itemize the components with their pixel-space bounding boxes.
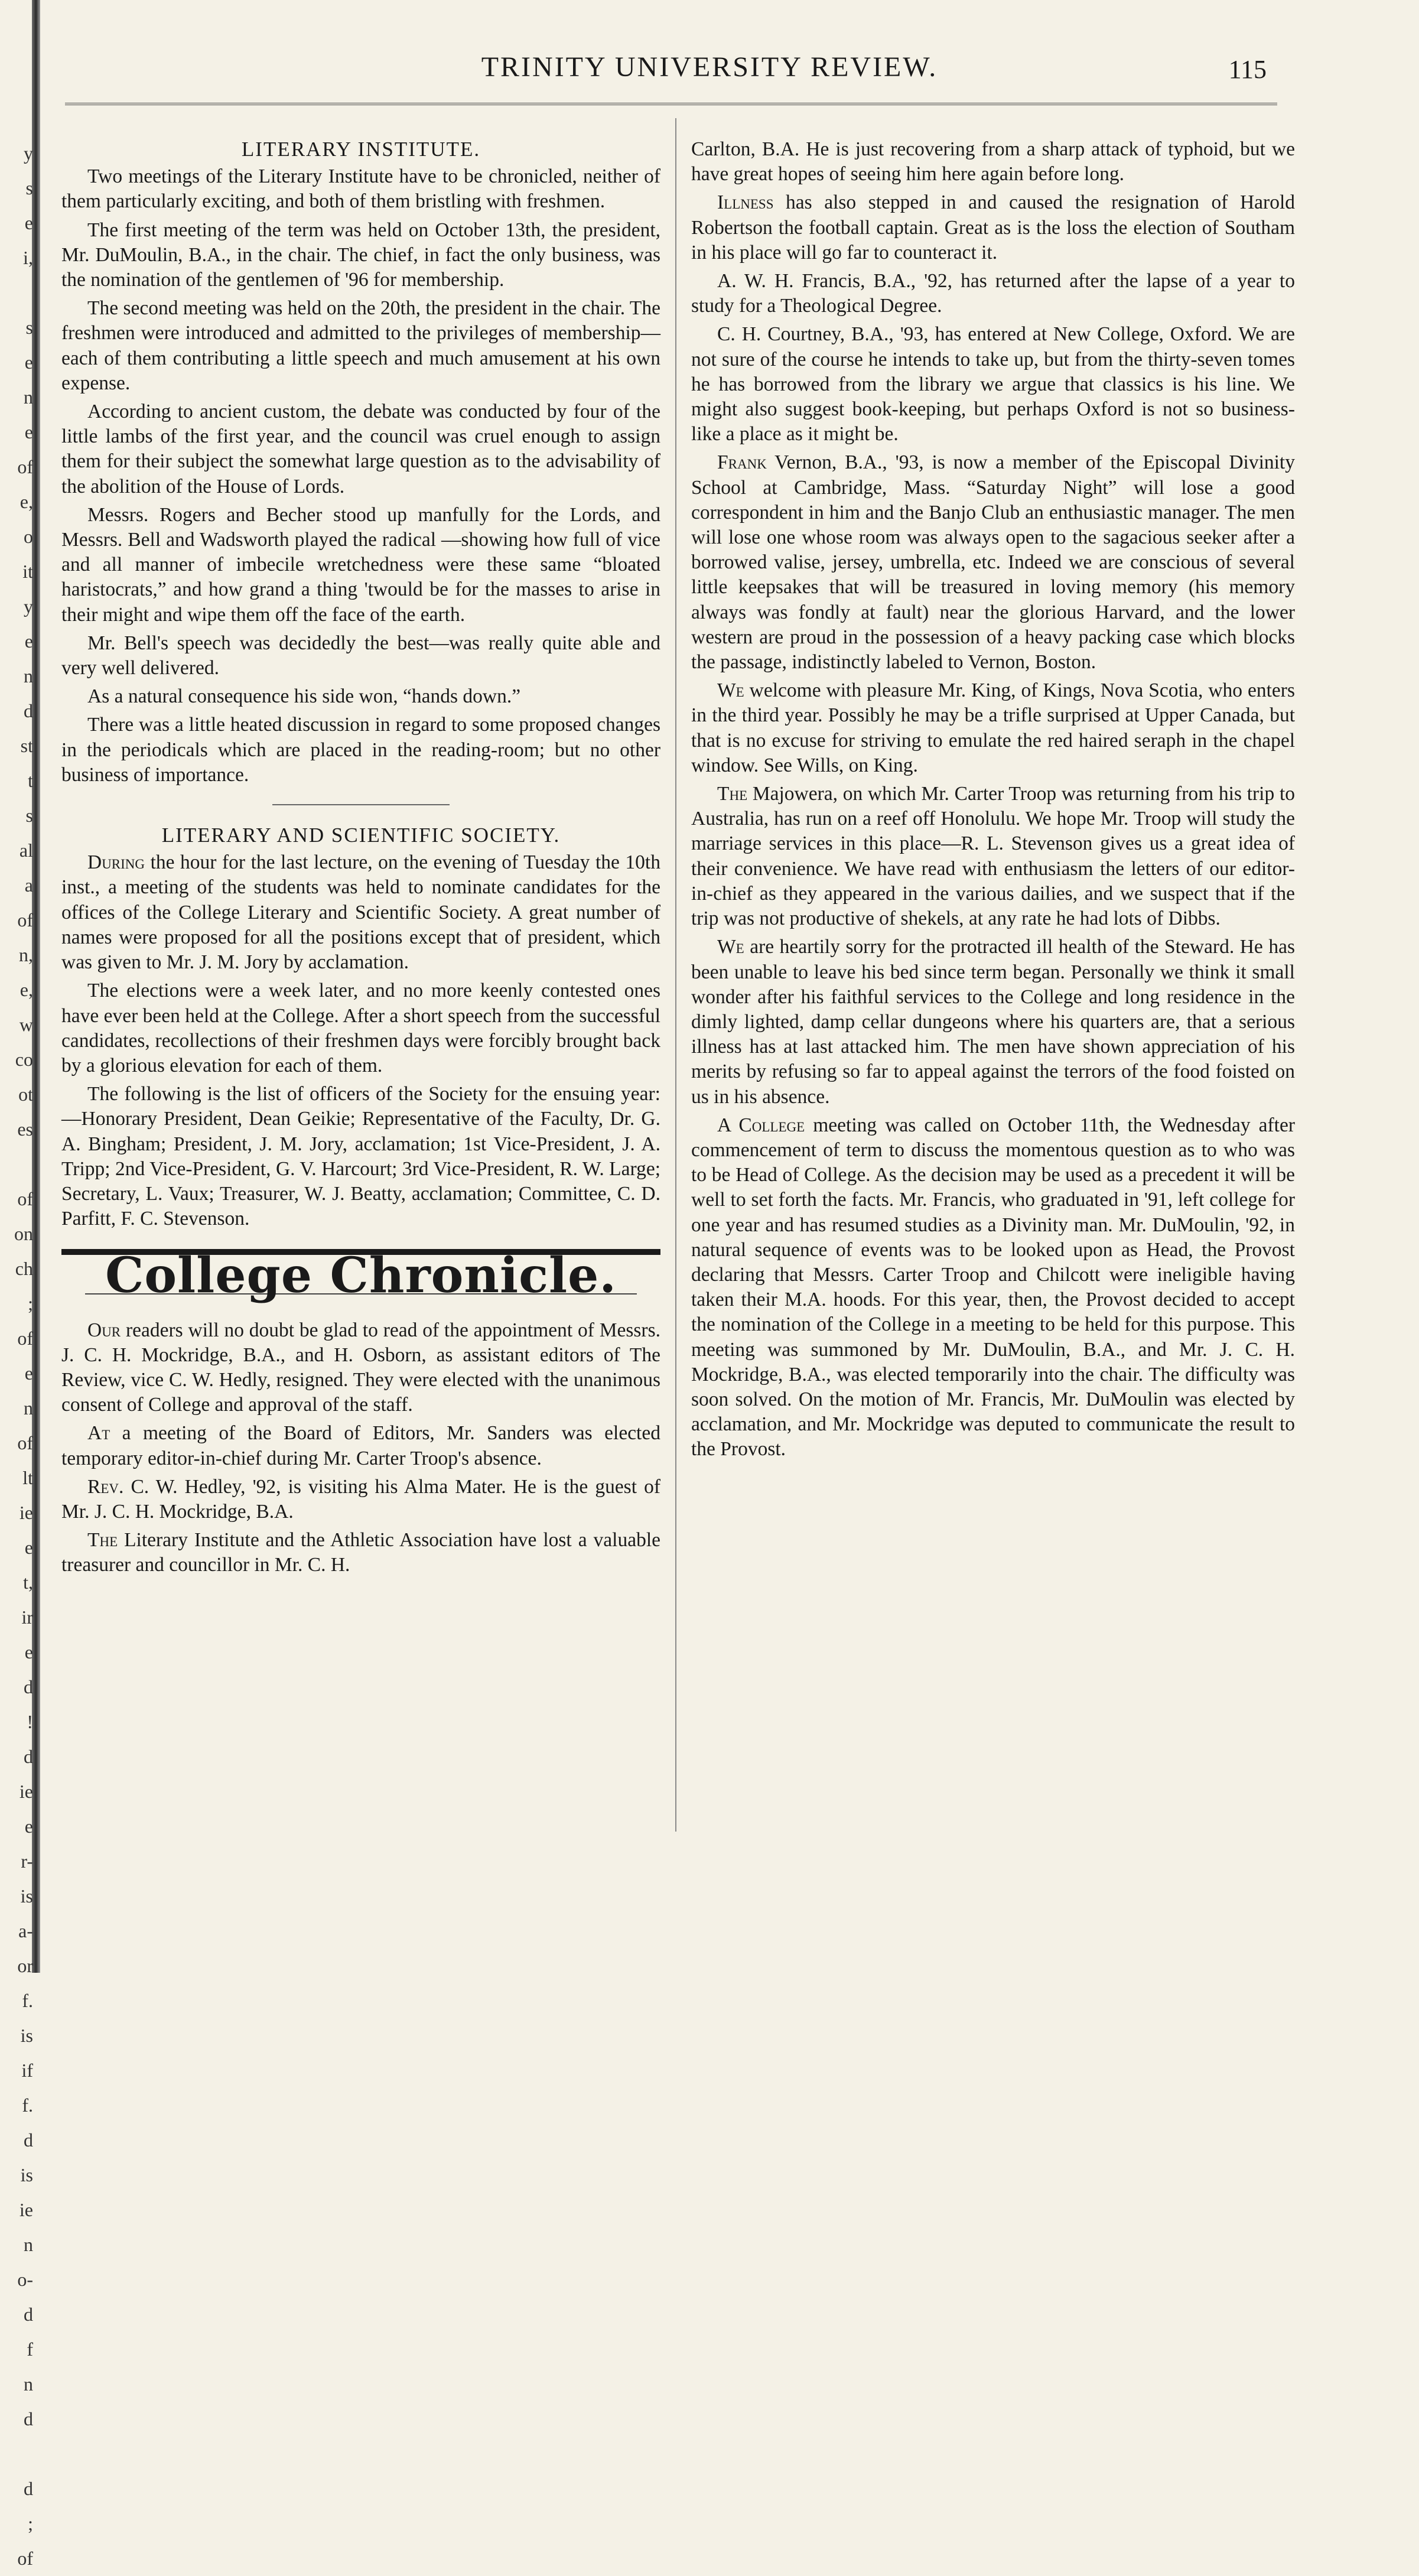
column-divider <box>675 118 676 1832</box>
bleed-fragment: o- <box>17 2269 33 2290</box>
article-paragraph: According to ancient custom, the debate was conducted by four of the little lambs of the first year, and the council was cruel enough to assign them for their subject the somewhat large question as to the advisability of the abolition of the House of Lords. <box>61 401 660 497</box>
bleed-fragment: ot <box>18 1084 33 1105</box>
bleed-fragment: is <box>20 1885 33 1907</box>
article-paragraph: The elections were a week later, and no more keenly contested ones have ever been held at the College. After a short speech from the successful candidates, recollections of their freshmen days were forcibly brought back by a glorious elevation for each of them. <box>61 980 660 1076</box>
bleed-fragment: e <box>24 421 33 443</box>
literary-institute-heading: LITERARY INSTITUTE. <box>241 138 481 161</box>
item-text: C. W. Hedley, '92, is visiting his Alma Mater. He is the guest of Mr. J. C. H. Mockridge, B.A. <box>61 1475 660 1523</box>
header-rule <box>65 103 1277 108</box>
bleed-fragment: f. <box>22 2094 33 2116</box>
bleed-fragment: w <box>19 1014 33 1035</box>
previous-page-bleed <box>0 136 33 2569</box>
bleed-fragment: e <box>24 1362 33 1384</box>
lead-word: The <box>87 1529 118 1552</box>
lead-word: At <box>87 1422 110 1445</box>
bleed-fragment: ie <box>19 2199 33 2220</box>
bleed-fragment: a- <box>18 1920 33 1941</box>
bleed-fragment <box>0 275 33 310</box>
article-paragraph: The first meeting of the term was held on October 13th, the president, Mr. DuMoulin, B.A., in the chair. The chief, in fact the only business, was the nomination of the gentlemen of '96 for membership. <box>61 219 660 291</box>
left-column <box>61 137 660 1582</box>
item-text: Vernon, B.A., '93, is now a member of the Episcopal Divinity School at Cambridge, Mass. “Saturday Night” will lose a good correspondent in him and the Banjo Club an enthusiastic manager. The men will lose one whose room was always open to the sagacious seeker after a borrowed valise, jersey, umbrella, etc. Indeed we are conscious of several little keepsakes that will be treasured in loving memory (his memory always was fondly at fault) near the glorious Harvard, and the lower western are proud in the possession of a heavy packing case which blocks the passage, indistinctly labeled to Vernon, Boston. <box>691 451 1295 674</box>
chronicle-item <box>691 450 1295 675</box>
bleed-fragment: d <box>24 2129 33 2151</box>
article-paragraph: Mr. Bell's speech was decidedly the best—was really quite able and very well delivered. <box>61 632 660 679</box>
chronicle-item <box>691 1113 1295 1462</box>
literary-institute-body <box>61 164 660 788</box>
bleed-fragment: or <box>17 1955 33 1976</box>
lead-word: The <box>717 783 748 805</box>
item-text: welcome with pleasure Mr. King, of Kings, Nova Scotia, who enters in the third year. Possibly he may be a trifle surprised at Upper Canada, but that is no excuse for striving to emulate the red haired seraph in the chapel window. See Wills, on King. <box>691 679 1295 776</box>
bleed-fragment: st <box>20 735 33 756</box>
chronicle-item <box>691 678 1295 778</box>
chronicle-item <box>61 1475 660 1524</box>
bleed-fragment: e <box>24 1816 33 1837</box>
bleed-fragment: of <box>17 456 33 477</box>
chronicle-item <box>691 322 1295 447</box>
bleed-fragment: n <box>24 386 33 408</box>
chronicle-item <box>61 1421 660 1471</box>
item-text: are heartily sorry for the protracted ill health of the Steward. He has been unable to leave his bed since term began. Personally we think it small wonder after his faithful services to the College and long residence in the dimly lighted, damp cellar dungeons where his quarters are, that a serious illness has at last attacked him. The men have shown appreciation of his merits by refusing so far to appeal against the terrors of the food foisted on us in his absence. <box>691 936 1295 1108</box>
bleed-fragment: i, <box>23 247 33 268</box>
bleed-fragment: d <box>24 2408 33 2429</box>
bleed-fragment: t, <box>23 1572 33 1593</box>
bleed-fragment: of <box>17 1432 33 1453</box>
article-paragraph: The second meeting was held on the 20th, the president in the chair. The freshmen were introduced and admitted to the privileges of membership—each of them contributing a little speech and much amusement at his own expense. <box>61 297 660 394</box>
bleed-fragment: is <box>20 2164 33 2185</box>
bleed-fragment: of <box>17 1188 33 1209</box>
lead-word: Rev. <box>87 1475 124 1498</box>
chronicle-right-items <box>691 190 1295 1462</box>
bleed-fragment: n <box>24 2373 33 2395</box>
bleed-fragment: e <box>24 1537 33 1558</box>
item-text: A. W. H. Francis, B.A., '92, has returned after the lapse of a year to study for a Theological Degree. <box>691 270 1295 317</box>
article-paragraph: There was a little heated discussion in regard to some proposed changes in the periodicals which are placed in the reading-room; but no other business of importance. <box>61 714 660 786</box>
bleed-fragment <box>0 1147 33 1182</box>
bleed-fragment: on <box>14 1223 33 1244</box>
item-text: Majowera, on which Mr. Carter Troop was returning from his trip to Australia, has run on a reef off Honolulu. We hope Mr. Troop will study the marriage services in this place—R. L. Stevenson gives us a great idea of their convenience. We have read with enthusiasm the letters of our editor-in-chief as they appeared in the various dailies, and we suspect that if the trip was not productive of shekels, at any rate he had lots of Dibbs. <box>691 783 1295 930</box>
literary-scientific-heading: LITERARY AND SCIENTIFIC SOCIETY. <box>161 824 561 847</box>
bleed-fragment: e <box>24 212 33 233</box>
bleed-fragment: t <box>28 770 33 791</box>
bleed-fragment: al <box>19 840 33 861</box>
bleed-fragment: s <box>25 177 33 199</box>
lead-word: Illness <box>717 191 774 214</box>
chronicle-left-items <box>61 1318 660 1578</box>
article-paragraph: The following is the list of officers of the Society for the ensuing year:—Honorary President, Dean Geikie; Representative of the Faculty, Dr. G. A. Bingham; President, J. M. Jory, acclamation; 1st Vice-President, J. A. Tripp; 2nd Vice-President, G. V. Harcourt; 3rd Vice-President, R. W. Large; Secretary, L. Vaux; Treasurer, W. J. Beatty, acclamation; Committee, C. D. Parfitt, F. C. Stevenson. <box>61 1083 660 1230</box>
chronicle-item <box>61 1318 660 1418</box>
bleed-fragment: ie <box>19 1781 33 1802</box>
section-divider <box>272 804 450 805</box>
bleed-fragment: e, <box>19 979 33 1000</box>
item-text: readers will no doubt be glad to read of the appointment of Messrs. J. C. H. Mockridge, B.A., and H. Osborn, as assistant editors of The Review, vice C. W. Hedly, resigned. They were elected with the unanimous consent of College and approval of the staff. <box>61 1319 660 1416</box>
page-header-title: TRINITY UNIVERSITY REVIEW. <box>481 51 938 83</box>
bleed-fragment: es <box>17 1118 33 1140</box>
bleed-fragment: f. <box>22 1990 33 2011</box>
bleed-fragment: d <box>24 1676 33 1697</box>
bleed-fragment: ; <box>28 1293 33 1314</box>
bleed-fragment: e <box>24 630 33 652</box>
bleed-fragment: n <box>24 1397 33 1419</box>
bleed-fragment: d <box>24 700 33 721</box>
chronicle-item <box>691 782 1295 931</box>
chronicle-item <box>691 190 1295 265</box>
article-paragraph <box>61 850 660 975</box>
paragraph-text: the hour for the last lecture, on the evening of Tuesday the 10th inst., a meeting of the students was held to nominate candidates for the offices of the College Literary and Scientific Society. A great number of names were proposed for all the positions except that of president, which was given to Mr. J. M. Jory by acclamation. <box>61 851 660 974</box>
bleed-fragment: ir <box>21 1606 33 1628</box>
bleed-fragment: n, <box>19 944 33 965</box>
bleed-fragment: n <box>24 665 33 687</box>
lead-word: Frank <box>717 451 767 474</box>
item-text: a meeting of the Board of Editors, Mr. Sanders was elected temporary editor-in-chief during Mr. Carter Troop's absence. <box>61 1422 660 1469</box>
bleed-fragment: n <box>24 2234 33 2255</box>
bleed-fragment: it <box>22 561 33 582</box>
bleed-fragment: is <box>20 2025 33 2046</box>
college-chronicle-title: College Chronicle. <box>105 1247 617 1305</box>
bleed-fragment: of <box>17 909 33 931</box>
chronicle-item <box>691 935 1295 1109</box>
bleed-fragment: e <box>24 1641 33 1663</box>
bleed-fragment: e <box>24 352 33 373</box>
lead-word: During <box>87 851 145 874</box>
bleed-fragment: if <box>21 2060 33 2081</box>
bleed-fragment: d <box>24 1746 33 1767</box>
bleed-fragment: a <box>24 874 33 896</box>
lead-word: Our <box>87 1319 121 1341</box>
chronicle-item <box>61 1528 660 1578</box>
bleed-fragment: ; <box>28 2513 33 2534</box>
bleed-fragment: f <box>27 2338 33 2360</box>
bleed-fragment: s <box>25 805 33 826</box>
bleed-fragment: co <box>15 1049 33 1070</box>
bleed-fragment: r- <box>21 1850 33 1872</box>
bleed-fragment: d <box>24 2478 33 2499</box>
bleed-fragment: y <box>24 596 33 617</box>
bleed-fragment: of <box>17 2548 33 2569</box>
page-binding <box>32 0 40 1973</box>
bleed-fragment: d <box>24 2304 33 2325</box>
article-paragraph: Messrs. Rogers and Becher stood up manfully for the Lords, and Messrs. Bell and Wadsworth played the radical —showing how full of vice and all manner of imbecile wretchedness were these same “bloated haristocrats,” and how grand a thing 'twould be for the masses to arise in their might and wipe them off the face of the earth. <box>61 503 660 626</box>
bleed-fragment: lt <box>22 1467 33 1488</box>
lead-word: We <box>717 679 744 702</box>
lead-word: A College <box>717 1114 805 1136</box>
bleed-fragment: ! <box>27 1711 33 1732</box>
chronicle-item <box>691 269 1295 318</box>
item-text: C. H. Courtney, B.A., '93, has entered at New College, Oxford. We are not sure of the course he intends to take up, but from the thirty-seven tomes he has borrowed from the library we argue that classics is his line. We might also suggest book-keeping, but perhaps Oxford is not so business-like a place as it might be. <box>691 323 1295 445</box>
continued-paragraph: Carlton, B.A. He is just recovering from a sharp attack of typhoid, but we have great hopes of seeing him here again before long. <box>691 138 1295 186</box>
item-text: has also stepped in and caused the resignation of Harold Robertson the football captain. Great as is the loss the election of Southam in his place will go far to counteract it. <box>691 191 1295 264</box>
item-text: meeting was called on October 11th, the Wednesday after commencement of term to discuss the momentous question as to who was to be Head of College. As the decision may be used as a precedent it will be well to set forth the facts. Mr. Francis, who graduated in '91, left college for one year and has resumed studies as a Divinity man. Mr. DuMoulin, '92, in natural sequence of events was to be looked upon as Head, the Provost declaring that Messrs. Carter Troop and Chilcott were ineligible having taken their M.A. hoods. For this year, then, the Provost decided to accept the nomination of the College in a meeting to be held for this purpose. This meeting was summoned by Mr. DuMoulin, B.A., and Mr. J. C. H. Mockridge, B.A., was elected temporarily into the chair. The difficulty was soon solved. On the motion of Mr. Francis, Mr. DuMoulin was elected by acclamation, and Mr. Mockridge was deputed to communicate the result to the Provost. <box>691 1114 1295 1461</box>
bleed-fragment: y <box>24 142 33 164</box>
bleed-fragment: e, <box>19 491 33 512</box>
right-column <box>691 137 1295 1466</box>
bleed-fragment: s <box>25 317 33 338</box>
article-paragraph: Two meetings of the Literary Institute have to be chronicled, neither of them particularly exciting, and both of them bristling with freshmen. <box>61 165 660 213</box>
bleed-fragment: ch <box>15 1258 33 1279</box>
lead-word: We <box>717 936 744 958</box>
bleed-fragment: o <box>24 526 33 547</box>
item-text: Literary Institute and the Athletic Association have lost a valuable treasurer and councillor in Mr. C. H. <box>61 1529 660 1576</box>
bleed-fragment: of <box>17 1328 33 1349</box>
page-number: 115 <box>1228 55 1267 84</box>
article-paragraph: As a natural consequence his side won, “hands down.” <box>87 685 521 708</box>
bleed-fragment: ie <box>19 1502 33 1523</box>
bleed-fragment <box>0 2437 33 2471</box>
